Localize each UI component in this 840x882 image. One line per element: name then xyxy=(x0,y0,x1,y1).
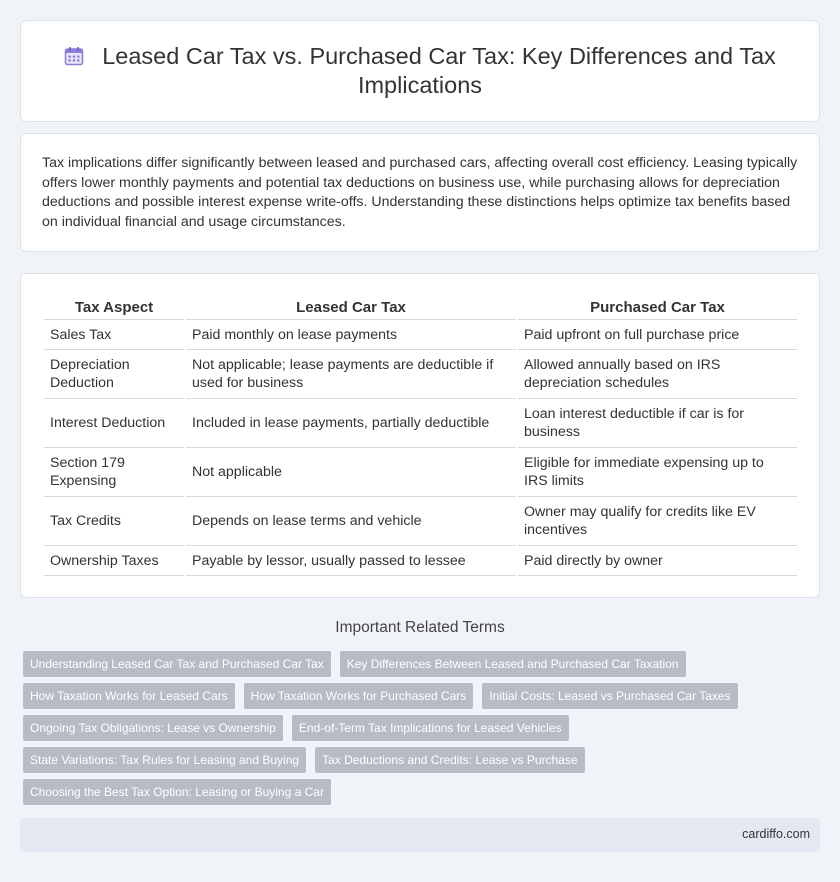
header-purchased-car-tax: Purchased Car Tax xyxy=(518,296,797,320)
tag-row xyxy=(23,651,823,677)
footer-site-link[interactable]: cardiffo.com xyxy=(742,827,810,841)
cell-purchased: Paid upfront on full purchase price xyxy=(518,320,797,350)
cell-purchased: Paid directly by owner xyxy=(518,546,797,576)
header-tax-aspect: Tax Aspect xyxy=(44,296,184,320)
intro-card xyxy=(20,133,820,252)
related-term-tag[interactable]: Key Differences Between Leased and Purchased Car Taxation xyxy=(340,651,686,677)
cell-purchased: Loan interest deductible if car is for business xyxy=(518,399,797,448)
related-term-tag[interactable]: How Taxation Works for Purchased Cars xyxy=(244,683,474,709)
related-term-tag[interactable]: Tax Deductions and Credits: Lease vs Purchase xyxy=(315,747,584,773)
page-title-text: Leased Car Tax vs. Purchased Car Tax: Key Differences and Tax Implications xyxy=(102,43,776,98)
footer xyxy=(20,818,820,852)
cell-leased: Included in lease payments, partially deductible xyxy=(186,399,516,448)
intro-paragraph: Tax implications differ significantly between leased and purchased cars, affecting overall cost efficiency. Leasing typically offers lower monthly payments and potential tax deductions on business use, while purchasing allows for depreciation deductions and possible interest expense write-offs. Understanding these distinctions helps optimize tax benefits based on individual financial and usage circumstances. xyxy=(42,155,798,230)
cell-aspect: Sales Tax xyxy=(44,320,184,350)
table-row xyxy=(44,399,797,448)
table-row xyxy=(44,350,797,399)
cell-aspect: Depreciation Deduction xyxy=(44,350,184,399)
comparison-table-card xyxy=(20,273,820,598)
related-term-tag[interactable]: Understanding Leased Car Tax and Purchased Car Tax xyxy=(23,651,331,677)
related-terms-title: Important Related Terms xyxy=(335,619,505,636)
cell-leased: Not applicable xyxy=(186,448,516,497)
cell-purchased: Eligible for immediate expensing up to IRS limits xyxy=(518,448,797,497)
cell-purchased: Allowed annually based on IRS depreciation schedules xyxy=(518,350,797,399)
header-card xyxy=(20,20,820,122)
cell-leased: Not applicable; lease payments are deductible if used for business xyxy=(186,350,516,399)
cell-leased: Depends on lease terms and vehicle xyxy=(186,497,516,546)
cell-leased: Paid monthly on lease payments xyxy=(186,320,516,350)
page-title xyxy=(51,42,789,100)
related-terms-list xyxy=(23,651,823,811)
cell-aspect: Section 179 Expensing xyxy=(44,448,184,497)
table-row xyxy=(44,448,797,497)
related-term-tag[interactable]: State Variations: Tax Rules for Leasing and Buying xyxy=(23,747,306,773)
header-leased-car-tax: Leased Car Tax xyxy=(186,296,516,320)
related-term-tag[interactable]: How Taxation Works for Leased Cars xyxy=(23,683,235,709)
table-row xyxy=(44,320,797,350)
table-row xyxy=(44,497,797,546)
table-header-row xyxy=(44,296,797,320)
related-term-tag[interactable]: End-of-Term Tax Implications for Leased Vehicles xyxy=(292,715,569,741)
cell-leased: Payable by lessor, usually passed to lessee xyxy=(186,546,516,576)
cell-purchased: Owner may qualify for credits like EV incentives xyxy=(518,497,797,546)
table-row xyxy=(44,546,797,576)
tag-row xyxy=(23,747,823,773)
cell-aspect: Tax Credits xyxy=(44,497,184,546)
tag-row xyxy=(23,715,823,741)
tag-row xyxy=(23,779,823,805)
tag-row xyxy=(23,683,823,709)
calendar-icon xyxy=(64,46,84,66)
related-term-tag[interactable]: Initial Costs: Leased vs Purchased Car Taxes xyxy=(482,683,737,709)
cell-aspect: Ownership Taxes xyxy=(44,546,184,576)
related-term-tag[interactable]: Choosing the Best Tax Option: Leasing or Buying a Car xyxy=(23,779,331,805)
cell-aspect: Interest Deduction xyxy=(44,399,184,448)
related-term-tag[interactable]: Ongoing Tax Obligations: Lease vs Ownership xyxy=(23,715,283,741)
comparison-table xyxy=(42,296,799,576)
